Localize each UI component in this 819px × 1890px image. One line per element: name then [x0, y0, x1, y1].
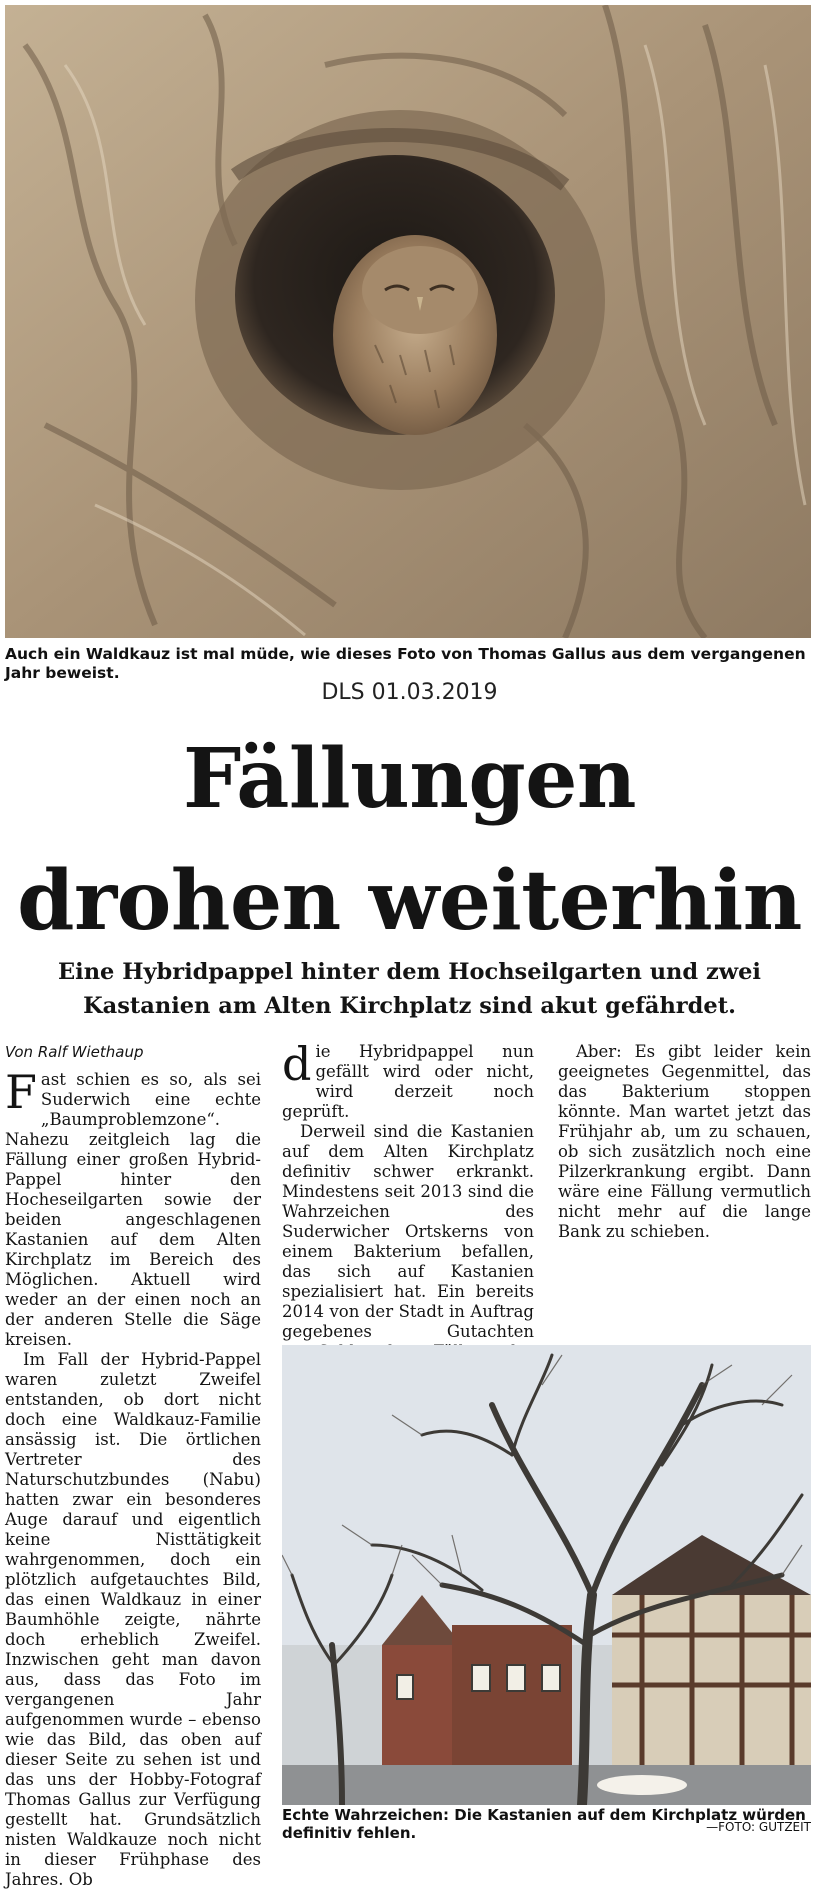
owl-photo-caption: Auch ein Waldkauz ist mal müde, wie dieses Foto von Thomas Gallus aus dem vergangenen Jahr beweist. — [5, 645, 806, 682]
subheadline-line-2: Kastanien am Alten Kirchplatz sind akut gefährdet. — [83, 993, 736, 1019]
subheadline — [0, 955, 819, 1023]
byline: Von Ralf Wiethaup — [5, 1043, 144, 1061]
trees-photo — [282, 1345, 811, 1805]
date-stamp: DLS 01.03.2019 — [321, 680, 498, 705]
owl-photo — [5, 5, 811, 638]
headline-line-2: drohen weiterhin — [17, 853, 802, 949]
owl-photo-drawing — [5, 5, 811, 638]
subheadline-line-1: Eine Hybridpappel hinter dem Hochseilgarten und zwei — [58, 959, 761, 985]
article-paragraph-3: die Hybridpappel nun gefällt wird oder nicht, wird derzeit noch geprüft. — [282, 1037, 534, 1121]
article-column-1 — [5, 1043, 261, 1890]
headline — [0, 718, 819, 962]
trees-photo-drawing — [282, 1345, 811, 1805]
article-paragraph-2: Im Fall der Hybrid-Pappel waren zuletzt Zweifel entstanden, ob dort nicht doch eine Waldkauz-Familie ansässig ist. Die örtlichen Vertreter des Naturschutzbundes (Nabu) hatten zwar ein besonderes Auge darauf und eigentlich keine Nisttätigkeit wahrgenommen, doch ein plötzlich aufgetauchtes Bild, das einen Waldkauz in einer Baumhöhle zeigte, nährte doch erheblich Zweifel. Inzwischen geht man davon aus, dass das Foto im vergangenen Jahr aufgenommen wurde – ebenso wie das Bild, das oben auf dieser Seite zu sehen ist und das uns der Hobby-Fotograf Thomas Gallus zur Verfügung gestellt hat. Grundsätzlich nisten Waldkauze noch nicht in dieser Frühphase des Jahres. Ob — [5, 1350, 261, 1889]
trees-photo-caption: Echte Wahrzeichen: Die Kastanien auf dem Kirchplatz würden definitiv fehlen. — [282, 1806, 806, 1842]
article-paragraph-5: Aber: Es gibt leider kein geeignetes Gegenmittel, das das Bakterium stoppen könnte. Man wartet jetzt das Frühjahr ab, um zu schauen, ob sich zusätzlich noch eine Pilzerkrankung ergibt. Dann wäre eine Fällung vermutlich nicht mehr auf die lange Bank zu schieben. — [558, 1042, 811, 1241]
article-paragraph-1: Fast schien es so, als sei Suderwich eine echte „Baumproblemzone“. Nahezu zeitgleich lag die Fällung einer großen Hybrid-Pappel hinter den Hocheseilgarten sowie der beiden angeschlagenen Kastanien auf dem Alten Kirchplatz im Bereich des Möglichen. Aktuell wird weder an der einen noch an der anderen Stelle die Säge kreisen. — [5, 1065, 261, 1349]
article-paragraph-4: Derweil sind die Kastanien auf dem Alten Kirchplatz definitiv schwer erkrankt. Mindestens seit 2013 sind die Wahrzeichen des Suderwicher Ortskerns von einem Bakterium befallen, das sich auf Kastanien spezialisiert hat. Ein bereits 2014 von der Stadt in Auftrag gegebenes Gutachten — [282, 1122, 534, 1341]
article-column-3 — [558, 1042, 811, 1242]
photo-credit: —FOTO: GUTZEIT — [706, 1820, 811, 1834]
headline-line-1: Fällungen — [182, 731, 637, 827]
